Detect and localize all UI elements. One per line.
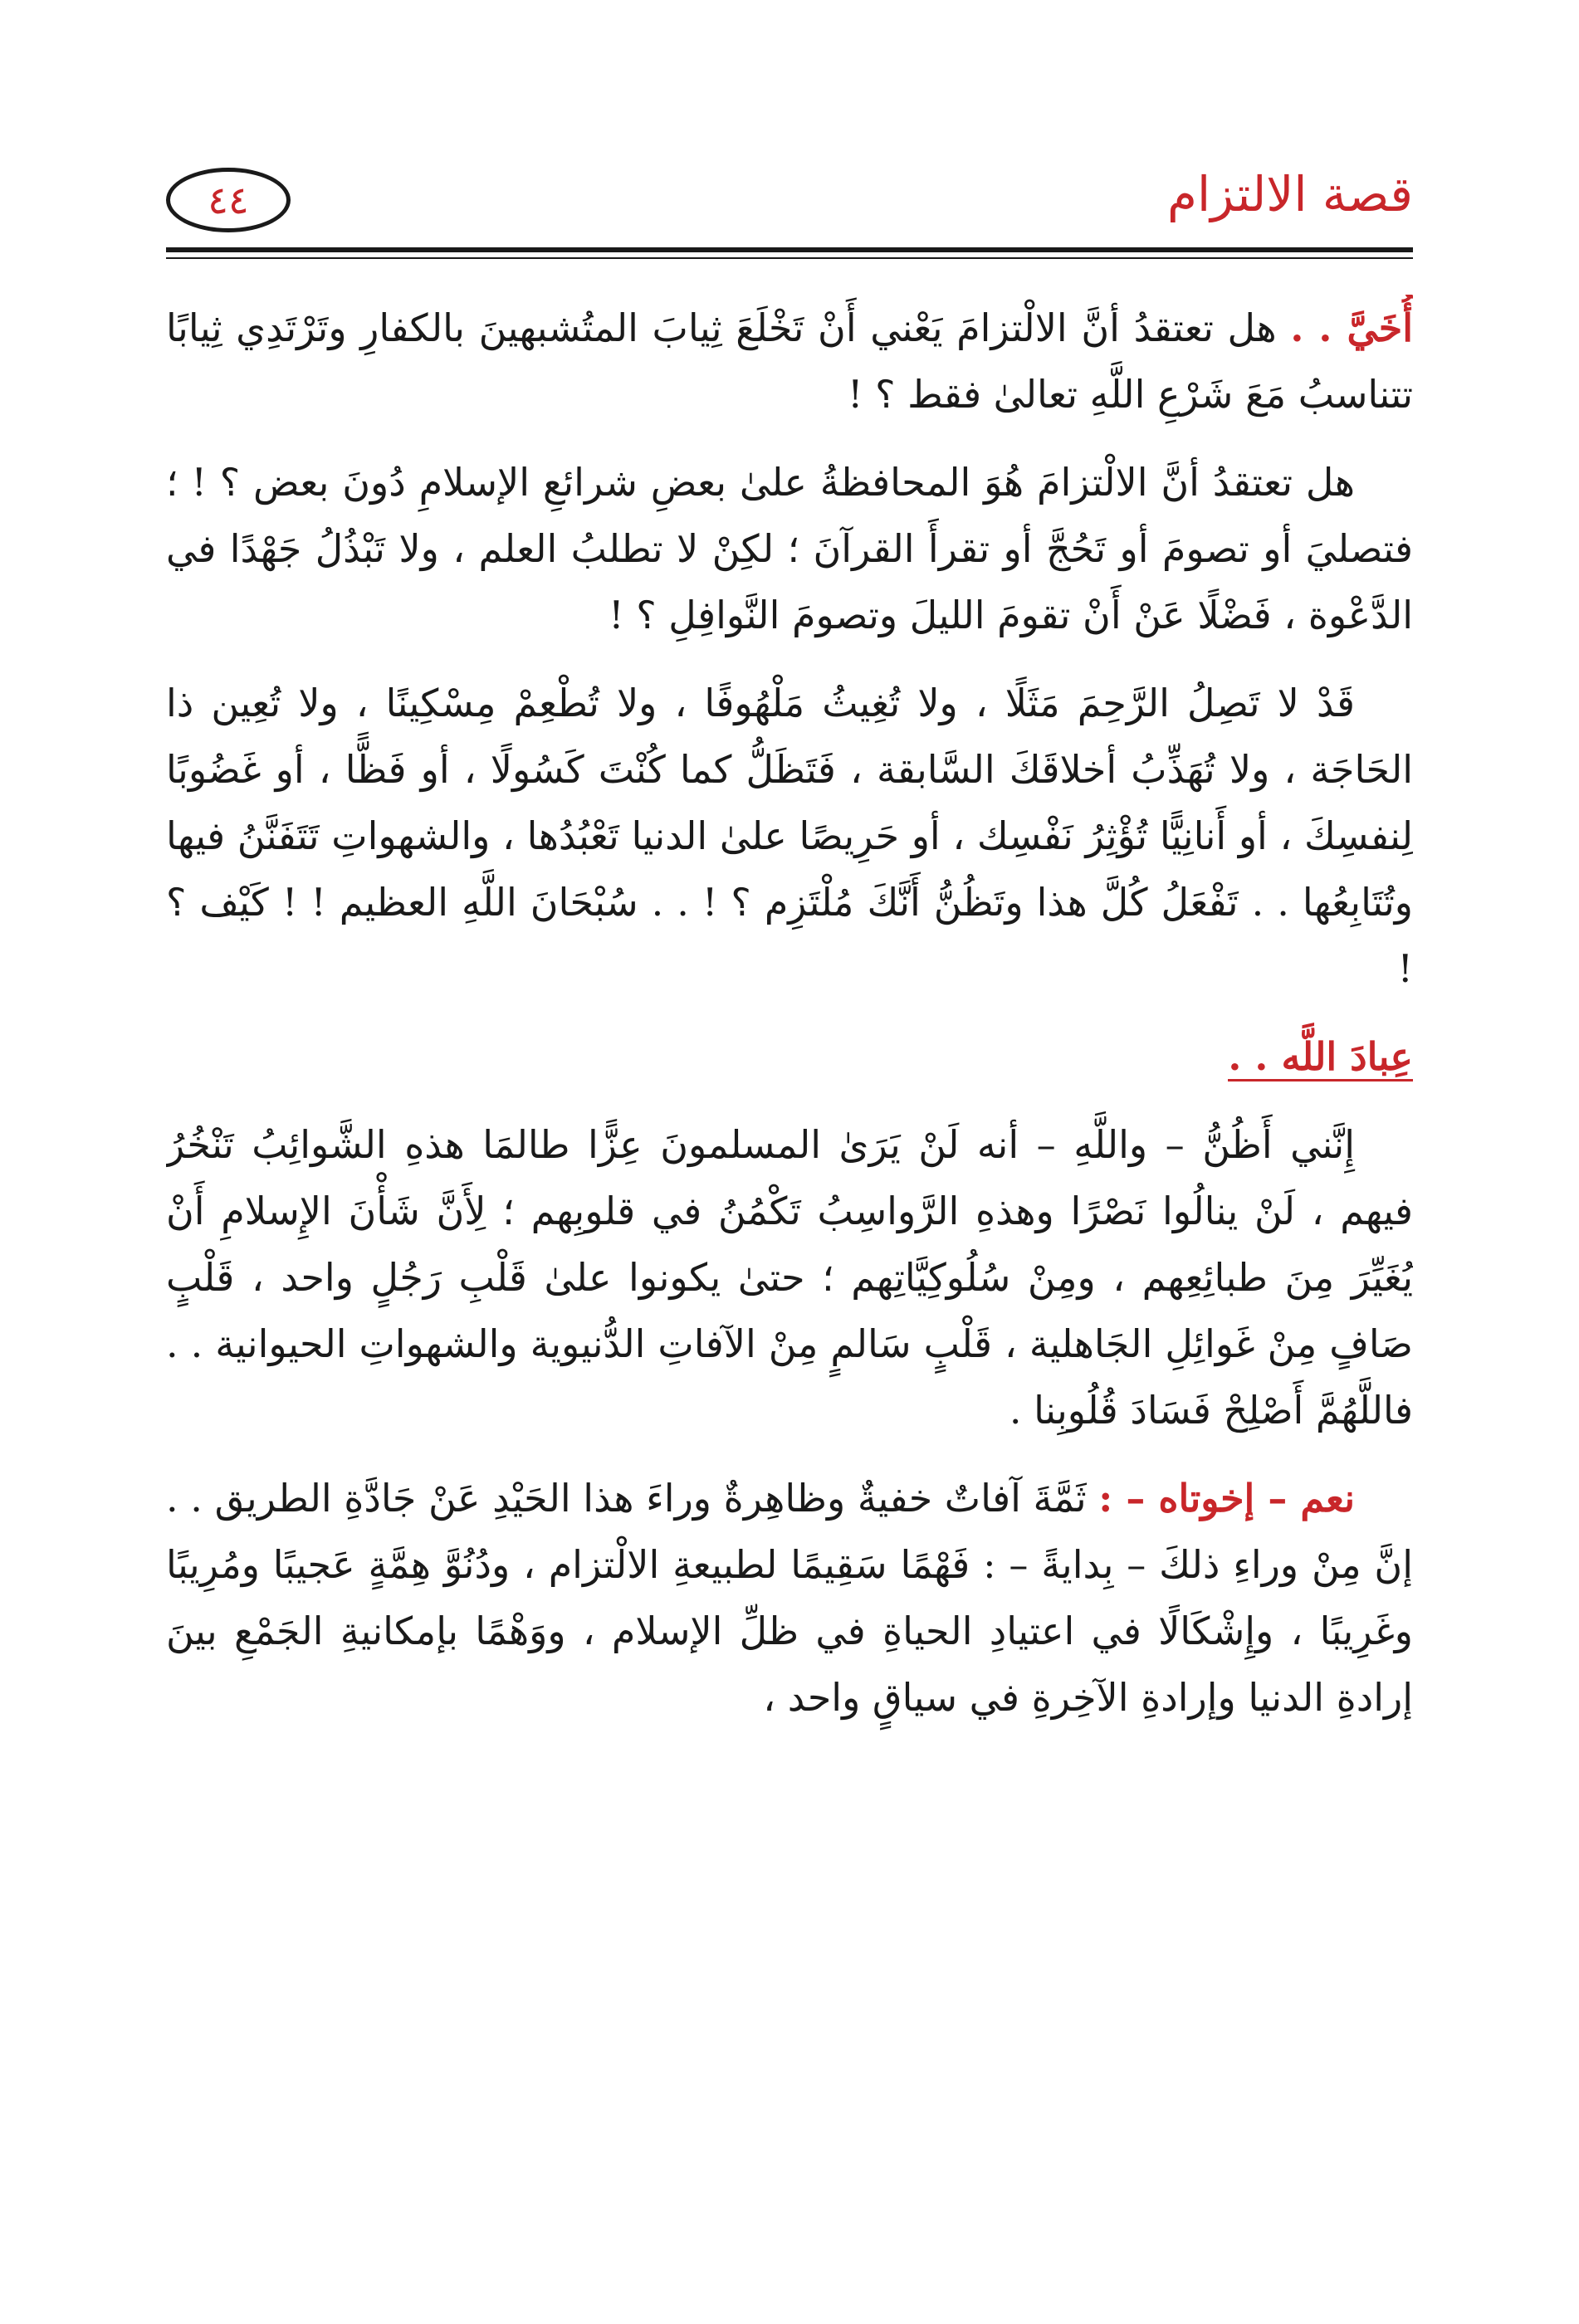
paragraph-4-text: إِنَّني أَظُنُّ – واللَّهِ – أنه لَنْ يَرَىٰ المسلمونَ عِزًّا طالمَا هذهِ الشَّوائِبُ تَنْخُرُ فيهم ، لَنْ ينالُوا نَصْرًا وهذهِ الرَّواسِبُ تَكْمُنُ في قلوبِهم ؛ لِأَنَّ شَأْنَ الإِسلامِ أَنْ يُغَيِّرَ مِنَ طبائِعِهم ، ومِنْ سُلُوكِيَّاتِهم ؛ حتىٰ يكونوا علىٰ قَلْبِ رَجُلٍ واحد ، قَلْبٍ صَافٍ مِنْ غَوائِلِ الجَاهلية ، قَلْبٍ سَالمٍ مِنْ الآفاتِ الدُّنيوية والشهواتِ الحيوانية . . فاللَّهُمَّ أَصْلِحْ فَسَادَ قُلُوبِنا . <box>166 1122 1413 1433</box>
header-rule-thick <box>166 247 1413 252</box>
paragraph-5-lead: نعم – إخوتاه – : <box>1098 1476 1356 1521</box>
paragraph-2-text: هل تعتقدُ أنَّ الالْتزامَ هُوَ المحافظةُ علىٰ بعضِ شرائعِ الإسلامِ دُونَ بعض ؟ ! ؛ فتصليَ أو تصومَ أو تَحُجَّ أو تقرأَ القرآنَ ؛ لكِنْ لا تطلبُ العلم ، ولا تَبْذُلُ جَهْدًا في الدَّعْوة ، فَضْلًا عَنْ أَنْ تقومَ الليلَ وتصومَ النَّوافِلِ ؟ ! <box>166 460 1413 637</box>
section-heading-text: عِبادَ اللَّه . . <box>1228 1034 1413 1081</box>
paragraph-2 <box>166 449 1413 648</box>
paragraph-4 <box>166 1111 1413 1443</box>
page-header <box>166 149 1413 266</box>
section-heading <box>166 1023 1413 1090</box>
paragraph-1-lead: أُخَيَّ . . <box>1290 305 1413 350</box>
header-rule-thin <box>166 257 1413 259</box>
paragraph-3-text: قَدْ لا تَصِلُ الرَّحِمَ مَثَلًا ، ولا تُغِيثُ مَلْهُوفًا ، ولا تُطْعِمْ مِسْكِينًا ، ولا تُعِين ذا الحَاجَة ، ولا تُهَذِّبُ أخلاقَكَ السَّابقة ، فَتَظَلُّ كما كُنْتَ كَسُولًا ، أو فَظًّا ، أو غَضُوبًا لِنفسِكَ ، أو أَنانِيًّا تُؤْثِرُ نَفْسِك ، أو حَرِيصًا علىٰ الدنيا تَعْبُدُها ، والشهواتِ تَتَفَنَّنُ فيها وتُتَابِعُها . . تَفْعَلُ كُلَّ هذا وتَظُنُّ أَنَّكَ مُلْتَزِم ؟ ! . . سُبْحَانَ اللَّهِ العظيم ! ! كَيْف ؟ ! <box>166 681 1413 991</box>
running-title: قصة الالتزام <box>1167 166 1413 222</box>
page-number-badge: ٤٤ <box>166 168 291 232</box>
page-body <box>166 295 1413 2224</box>
paragraph-5-text: ثَمَّةَ آفاتٌ خفيةٌ وظاهِرةٌ وراءَ هذا الحَيْدِ عَنْ جَادَّةِ الطريق . . إنَّ مِنْ وراءِ ذلكَ – بِدايةً – : فَهْمًا سَقِيمًا لطبيعةِ الالْتزام ، ودُنُوَّ هِمَّةٍ عَجيبًا ومُرِيبًا وغَرِيبًا ، وإِشْكَالًا في اعتيادِ الحياةِ في ظلِّ الإسلام ، ووَهْمًا بإمكانيةِ الجَمْعِ بينَ إرادةِ الدنيا وإرادةِ الآخِرةِ في سياقٍ واحد ، <box>166 1476 1413 1720</box>
paragraph-1-text: هل تعتقدُ أنَّ الالْتزامَ يَعْني أَنْ تَخْلَعَ ثِيابَ المتُشبهينَ بالكفارِ وتَرْتَدِي ثِيابًا تتناسبُ مَعَ شَرْعِ اللَّهِ تعالىٰ فقط ؟ ! <box>166 305 1413 417</box>
paragraph-5 <box>166 1465 1413 1731</box>
paragraph-1 <box>166 295 1413 427</box>
paragraph-3 <box>166 670 1413 1002</box>
